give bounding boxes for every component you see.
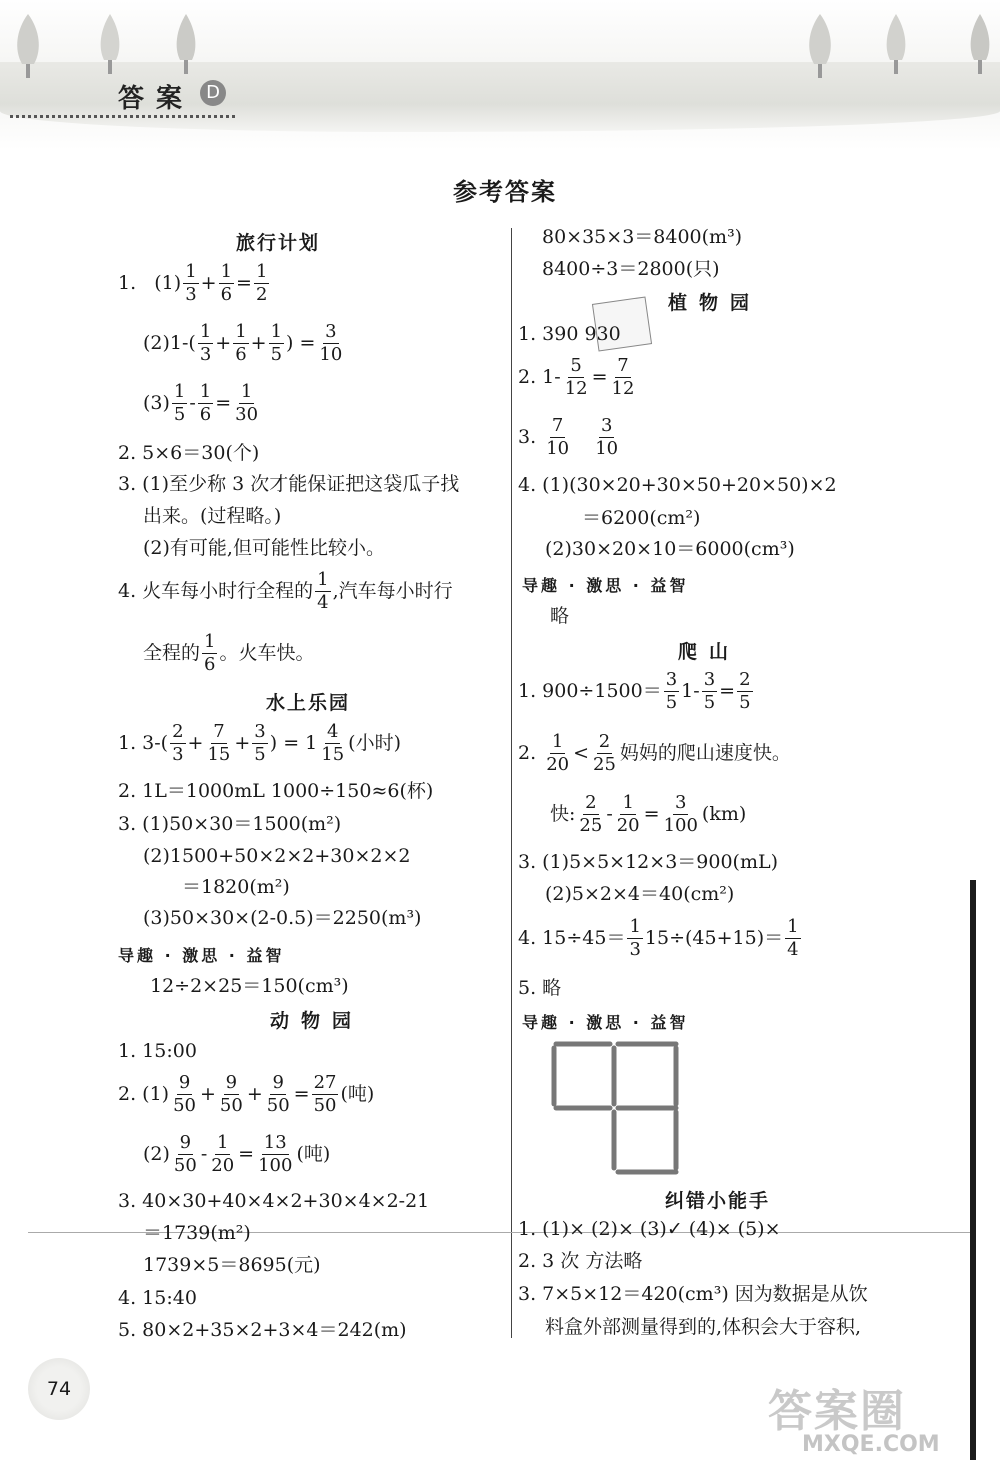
section-title-fun-thinking: 导趣 · 激思 · 益智 [118,946,285,965]
watermark-logo: 答案圈 [768,1386,906,1437]
answer-line: 3. 7×5×12＝420(cm³) 因为数据是从饮 [518,1283,868,1305]
answer-line: (3)50×30×(2-0.5)＝2250(m³) [143,907,422,929]
answer-line: 12÷2×25＝150(cm³) [150,975,349,997]
page-edge-shadow [970,880,976,1460]
tree-illustration [800,10,840,80]
answer-line: 4. 15:40 [118,1287,197,1309]
answer-line: 8400÷3＝2800(只) [542,258,720,280]
section-title-zoo: 动物园 [270,1010,364,1032]
answer-line: 4. (1)(30×20+30×50+20×50)×2 [518,474,837,496]
section-title-fun-thinking: 导趣 · 激思 · 益智 [522,576,689,595]
answer-line: 3. 40×30+40×4×2+30×4×2-21 [118,1190,430,1212]
answer-line: 2. 1- $\frac{5}{12}$ = $\frac{7}{12}$ [518,355,635,399]
page-number: 74 [28,1358,90,1420]
tree-illustration [92,10,128,76]
section-title-fun-thinking: 导趣 · 激思 · 益智 [522,1013,689,1032]
answer-line: 2. 5×6＝30(个) [118,442,260,464]
column-divider [511,228,512,1338]
matchstick-squares-figure [548,1038,688,1178]
tree-illustration [168,10,204,76]
section-title-botanical-garden: 植物园 [668,292,762,314]
header-badge: D [200,80,226,106]
answer-line: 3. $\frac{7}{10}$ $\frac{3}{10}$ [518,415,619,459]
answer-line: 2. $\frac{1}{20}$ < $\frac{2}{25}$ 妈妈的爬山速度快。 [518,731,791,775]
answer-line: 5. 略 [518,977,562,999]
answer-line: (2)5×2×4＝40(cm²) [545,883,735,905]
answer-line: 1. 3-( $\frac{2}{3}$ + $\frac{7}{15}$ + $\frac{3}{5}$ ) = 1 $\frac{4}{15}$ (小时) [118,721,401,765]
answer-line: 3. (1)至少称 3 次才能保证把这袋瓜子找 [118,473,460,495]
answer-line: 4. 15÷45＝ $\frac{1}{3}$ 15÷(45+15)＝ $\frac{1}{4}$ [518,916,799,960]
answer-line: (2)1-( $\frac{1}{3}$ + $\frac{1}{6}$ + $\frac{1}{5}$ ) = $\frac{3}{10}$ [143,321,343,365]
answer-line: 略 [550,605,570,627]
section-title-mountain-climbing: 爬山 [678,641,741,663]
answer-line: 料盒外部测量得到的,体积会大于容积, [545,1316,862,1338]
answer-line: (2) $\frac{9}{50}$ - $\frac{1}{20}$ = $\frac{13}{100}$ (吨) [143,1132,331,1176]
section-title-water-park: 水上乐园 [266,692,351,714]
tree-illustration [878,10,914,76]
watermark-url: MXQE.COM [802,1432,940,1457]
answer-line: ＝6200(cm²) [582,507,701,529]
answer-line: 1739×5＝8695(元) [143,1254,321,1276]
section-title-travel-plan: 旅行计划 [236,232,321,254]
answer-line: 快: $\frac{2}{25}$ - $\frac{1}{20}$ = $\frac{3}{100}$ (km) [550,792,747,836]
answer-line: 2. 3 次 方法略 [518,1250,643,1272]
page-title: 参考答案 [453,178,557,206]
answer-line: 1. 390 930 [518,323,621,345]
answer-line: 3. (1)5×5×12×3＝900(mL) [518,851,779,873]
answer-line: 3. (1)50×30＝1500(m²) [118,813,342,835]
answer-line: (2)30×20×10＝6000(cm³) [545,538,795,560]
answer-line: 2. (1) $\frac{9}{50}$ + $\frac{9}{50}$ + $\frac{9}{50}$ = $\frac{27}{50}$ (吨) [118,1072,375,1116]
answer-line: 5. 80×2+35×2+3×4＝242(m) [118,1319,407,1341]
answer-line: 全程的 $\frac{1}{6}$ 。火车快。 [143,631,315,675]
tree-illustration [8,10,48,80]
answer-line: 1. 900÷1500＝ $\frac{3}{5}$ 1- $\frac{3}{5}$ = $\frac{2}{5}$ [518,669,751,713]
section-title-error-correction: 纠错小能手 [665,1190,771,1212]
answer-line: 1. 15:00 [118,1040,197,1062]
answer-line: (3) $\frac{1}{5}$ - $\frac{1}{6}$ = $\frac{1}{30}$ [143,381,259,425]
answer-line: 2. 1L＝1000mL 1000÷150≈6(杯) [118,780,434,802]
answer-line: (2)有可能,但可能性比较小。 [143,537,385,559]
answer-line: 80×35×3＝8400(m³) [542,226,743,248]
answer-line: 4. 火车每小时行全程的 $\frac{1}{4}$ ,汽车每小时行 [118,569,453,613]
header-dotted-rule [10,115,235,118]
answer-line: 1. (1) $\frac{1}{3}$ + $\frac{1}{6}$ = $\frac{1}{2}$ [118,261,268,305]
answer-line: ＝1820(m²) [182,876,290,898]
header-label: 答案 [118,84,195,114]
answer-line: 1. (1)× (2)× (3)✓ (4)× (5)× [518,1218,781,1240]
header-banner [0,0,1000,150]
answer-line: (2)1500+50×2×2+30×2×2 [143,845,411,867]
answer-line: 出来。(过程略。) [143,505,282,527]
tree-illustration [962,10,998,76]
answer-line: ＝1739(m²) [143,1222,251,1244]
